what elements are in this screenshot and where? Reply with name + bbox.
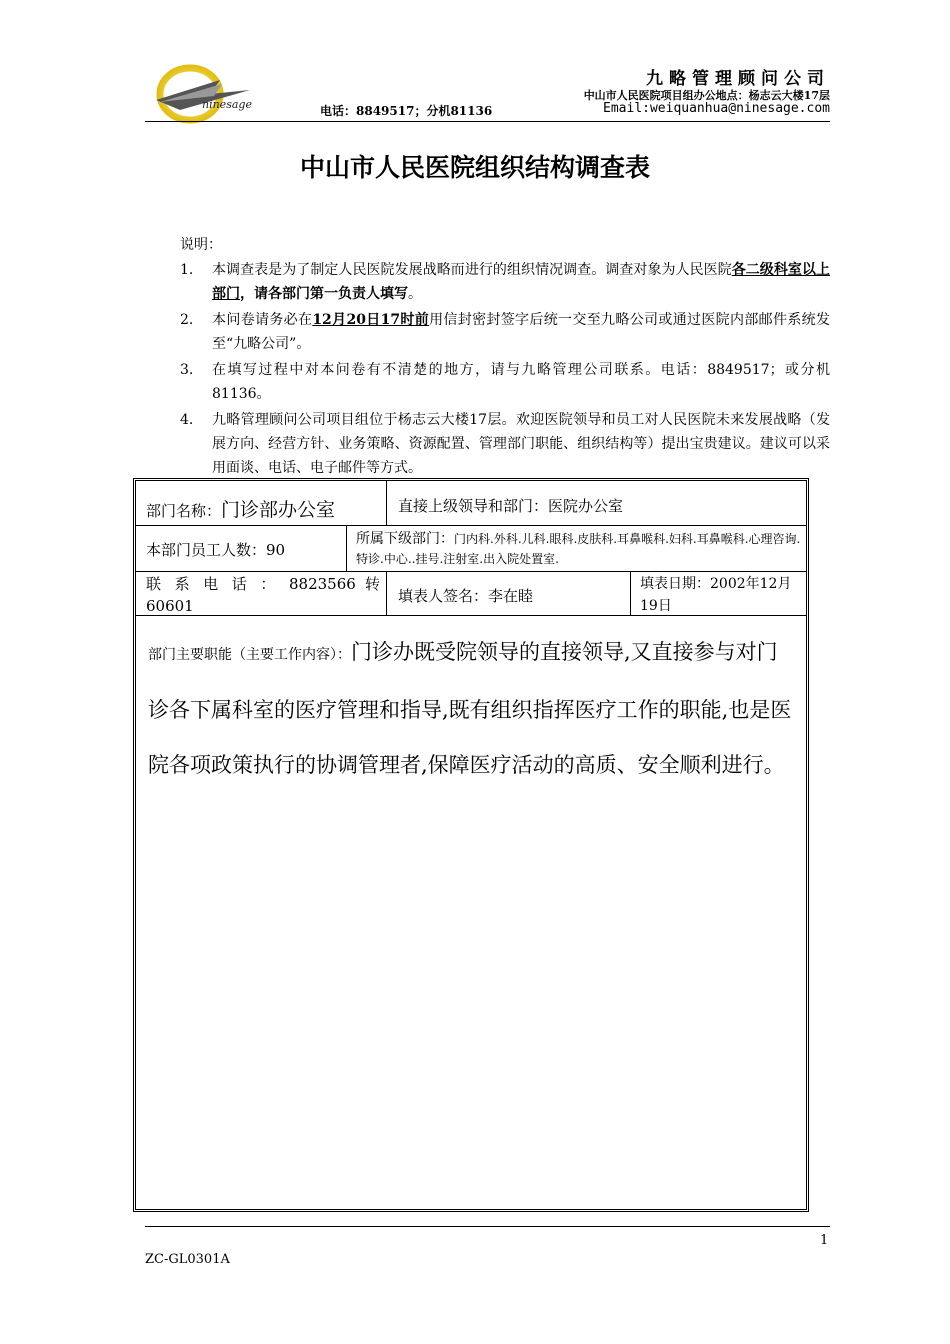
page-title: 中山市人民医院组织结构调查表 <box>299 153 650 182</box>
signer-label: 填表人签名： <box>398 587 489 605</box>
note-number: 2. <box>180 312 194 328</box>
superior-label: 直接上级领导和部门： <box>398 497 549 515</box>
sub-departments-field[interactable] <box>356 529 802 569</box>
note-deadline: 12月20日17时前 <box>312 312 430 328</box>
ninesage-logo-icon <box>150 60 265 128</box>
dept-name-value: 门诊部办公室 <box>221 499 336 521</box>
signer-value: 李在睦 <box>488 587 534 605</box>
note-item-2 <box>180 308 830 356</box>
note-text-part: 本问卷请务必在 <box>212 312 313 328</box>
col-divider <box>386 481 387 525</box>
main-duties-label: 部门主要职能（主要工作内容）： <box>148 647 351 663</box>
note-number: 3. <box>180 362 194 378</box>
contact-phone-value: 8823566 转 60601 <box>146 575 380 615</box>
fill-date-field[interactable] <box>640 573 804 617</box>
note-text-part: 。 <box>408 286 422 302</box>
form-table <box>135 480 807 1210</box>
staff-count-value: 90 <box>266 541 286 559</box>
footer-divider <box>145 1226 830 1227</box>
contact-phone-label: 联 系 电 话 ： <box>146 575 280 593</box>
dept-name-field[interactable] <box>146 495 382 522</box>
note-text-part: ， <box>240 286 254 302</box>
svg-text:ninesage: ninesage <box>202 98 252 111</box>
col-divider <box>346 525 347 571</box>
note-text: 九略管理顾问公司项目组位于杨志云大楼17层。欢迎医院领导和员工对人民医院未来发展战略（发展方向、经营方针、业务策略、资源配置、管理部门职能、组织结构等）提出宝贵建议。建议可以采用面谈、电话、电子邮件等方式。 <box>212 412 830 476</box>
note-number: 4. <box>180 412 194 428</box>
note-text-part: 本调查表是为了制定人民医院发展战略而进行的组织情况调查。调查对象为人民医院 <box>212 262 732 278</box>
header-divider <box>145 121 830 122</box>
superior-value: 医院办公室 <box>548 497 624 515</box>
note-text <box>212 258 830 306</box>
col-divider <box>630 571 631 615</box>
page-number: 1 <box>820 1233 829 1248</box>
col-divider <box>386 571 387 615</box>
row-divider <box>136 571 806 572</box>
company-name: 九略管理顾问公司 <box>646 69 830 89</box>
note-number: 1. <box>180 262 194 278</box>
note-item-3 <box>180 358 830 406</box>
header-phone: 电话：8849517；分机81136 <box>320 104 493 118</box>
note-emphasis: 各二级科室以上部门 <box>212 262 830 302</box>
note-text-part: 用信封密封签字后统一交至九略公司或通过医院内部邮件系统发至“九略公司”。 <box>212 312 830 352</box>
main-duties-field[interactable] <box>148 625 798 793</box>
staff-count-field[interactable] <box>146 539 342 560</box>
row-divider <box>136 525 806 526</box>
fill-date-label: 填表日期： <box>640 576 710 592</box>
fill-date-value: 2002年12月19日 <box>640 576 792 614</box>
staff-count-label: 本部门员工人数： <box>146 541 267 559</box>
document-code: ZC-GL0301A <box>145 1252 230 1267</box>
main-duties-value: 门诊办既受院领导的直接领导,又直接参与对门诊各下属科室的医疗管理和指导,既有组织指挥医疗工作的职能,也是医院各项政策执行的协调管理者,保障医疗活动的高质、安全顺利进行。 <box>148 640 792 777</box>
sub-departments-label: 所属下级部门： <box>356 531 454 547</box>
note-item-4 <box>180 408 830 480</box>
contact-phone-field[interactable] <box>146 573 380 617</box>
note-text <box>212 308 830 356</box>
note-emphasis: 请各部门第一负责人填写 <box>254 286 408 302</box>
project-address: 中山市人民医院项目组办公地点：杨志云大楼17层 <box>583 89 830 102</box>
company-logo <box>150 60 265 128</box>
superior-field[interactable] <box>398 495 798 516</box>
note-item-1 <box>180 258 830 306</box>
notes-heading: 说明： <box>180 237 222 253</box>
header-email: Email:weiquanhua@ninesage.com <box>603 101 830 116</box>
sub-departments-value: 门内科.外科.儿科.眼科.皮肤科.耳鼻喉科.妇科.耳鼻喉科.心理咨询.特诊.中心..挂号.注射室.出入院处置室. <box>356 532 801 566</box>
dept-name-label: 部门名称： <box>146 502 222 520</box>
note-text: 在填写过程中对本问卷有不清楚的地方，请与九略管理公司联系。电话：8849517；或分机81136。 <box>212 362 830 402</box>
signer-field[interactable] <box>398 585 626 606</box>
